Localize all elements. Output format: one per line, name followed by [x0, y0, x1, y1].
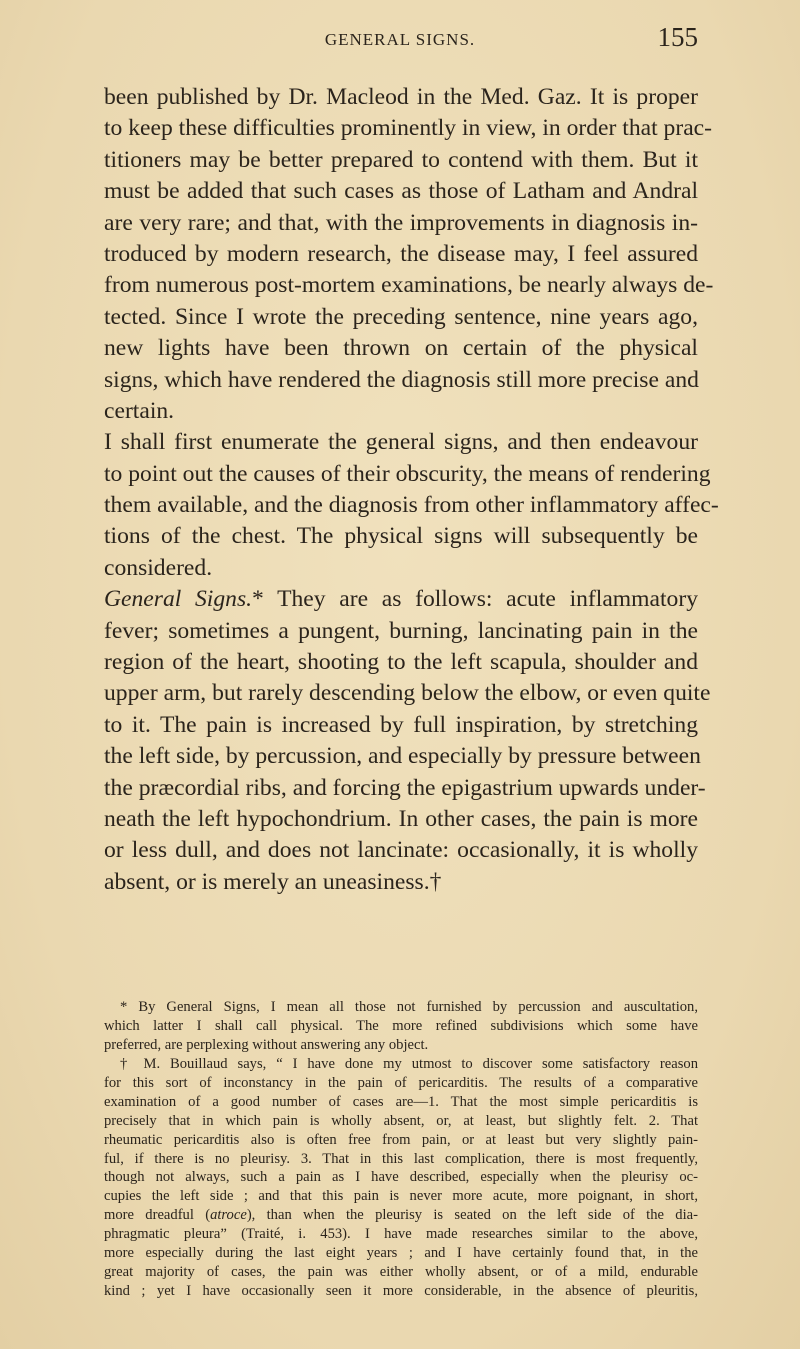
- footnote-line: for this sort of inconstancy in the pain of pericarditis. The results of a comparative: [104, 1074, 698, 1091]
- text-line: to keep these difficulties prominently in view, in order that prac-: [104, 115, 713, 142]
- footnote-line: though not always, such a pain as I have described, especially when the pleurisy oc-: [104, 1169, 698, 1186]
- text-line: signs, which have rendered the diagnosis still more precise and: [104, 366, 699, 393]
- footnote-line: examination of a good number of cases are—1. That the most simple pericarditis is: [104, 1093, 698, 1110]
- text-segment: ), than when the pleurisy is seated on the left side of the dia-: [246, 1207, 698, 1224]
- text-line: them available, and the diagnosis from other inflammatory affec-: [104, 492, 719, 519]
- text-line: certain.: [104, 397, 175, 424]
- running-head: GENERAL SIGNS.: [324, 30, 476, 49]
- footnote-line: phragmatic pleura” (Traité, i. 453). I have made researches similar to the above,: [104, 1226, 698, 1243]
- italic-text: atroce: [210, 1207, 247, 1224]
- footnote-line: precisely that in which pain is wholly absent, or, at least, but slightly felt. 2. That: [104, 1112, 698, 1129]
- text-line: troduced by modern research, the disease may, I feel assured: [104, 240, 698, 267]
- text-segment: * They are as follows: acute inflammatory: [252, 586, 698, 613]
- text-line: the præcordial ribs, and forcing the epigastrium upwards under-: [104, 774, 706, 801]
- footnote-line: rheumatic pericarditis also is often free from pain, or at least but very slightly pain-: [104, 1131, 698, 1148]
- footnote-line: kind ; yet I have occasionally seen it more considerable, in the absence of pleuritis,: [104, 1283, 698, 1300]
- footnote-line: more especially during the last eight years ; and I have certainly found that, in the: [104, 1245, 698, 1262]
- footnote-line: * By General Signs, I mean all those not furnished by percussion and auscultation,: [120, 999, 698, 1015]
- text-line: to it. The pain is increased by full inspiration, by stretching: [104, 711, 698, 738]
- body-text: [104, 82, 719, 898]
- text-line: absent, or is merely an uneasiness.†: [104, 868, 442, 895]
- footnote-line: ful, if there is no pleurisy. 3. That in this last complication, there is most frequently,: [104, 1150, 698, 1167]
- text-line: titioners may be better prepared to contend with them. But it: [104, 146, 698, 173]
- footnote-line: † M. Bouillaud says, “ I have done my utmost to discover some satisfactory reason: [120, 1055, 698, 1072]
- text-line: the left side, by percussion, and especially by pressure between: [104, 743, 701, 770]
- text-line: fever; sometimes a pungent, burning, lancinating pain in the: [104, 617, 698, 644]
- text-line: [104, 584, 698, 615]
- footnotes: [104, 998, 698, 1301]
- footnote-line: cupies the left side ; and that this pain is never more acute, more poignant, in short,: [104, 1188, 698, 1205]
- text-line: are very rare; and that, with the improvements in diagnosis in-: [104, 209, 698, 236]
- italic-text: General Signs.: [104, 586, 253, 613]
- text-line: neath the left hypochondrium. In other cases, the pain is more: [104, 805, 698, 832]
- page-number: 155: [657, 22, 698, 52]
- text-line: must be added that such cases as those of Latham and Andral: [104, 178, 698, 205]
- text-line: to point out the causes of their obscurity, the means of rendering: [104, 460, 711, 487]
- text-line: tions of the chest. The physical signs will subsequently be: [104, 523, 698, 550]
- text-line: from numerous post-mortem examinations, be nearly always de-: [104, 272, 714, 299]
- footnote-line: which latter I shall call physical. The more refined subdivisions which some have: [104, 1017, 698, 1034]
- footnote-line: [104, 1206, 698, 1225]
- footnote-line: preferred, are perplexing without answering any object.: [104, 1036, 429, 1053]
- text-line: region of the heart, shooting to the left scapula, shoulder and: [104, 649, 698, 676]
- text-line: considered.: [104, 554, 213, 581]
- text-line: new lights have been thrown on certain of the physical: [104, 335, 698, 362]
- text-line: tected. Since I wrote the preceding sentence, nine years ago,: [104, 303, 698, 330]
- text-line: or less dull, and does not lancinate: occasionally, it is wholly: [104, 837, 698, 864]
- footnote-line: great majority of cases, the pain was either wholly absent, or of a mild, endurable: [104, 1264, 698, 1281]
- text-line: I shall first enumerate the general signs, and then endeavour: [104, 429, 698, 456]
- text-line: upper arm, but rarely descending below the elbow, or even quite: [104, 680, 711, 707]
- text-segment: more dreadful (: [104, 1207, 211, 1224]
- text-line: been published by Dr. Macleod in the Med. Gaz. It is proper: [104, 84, 698, 110]
